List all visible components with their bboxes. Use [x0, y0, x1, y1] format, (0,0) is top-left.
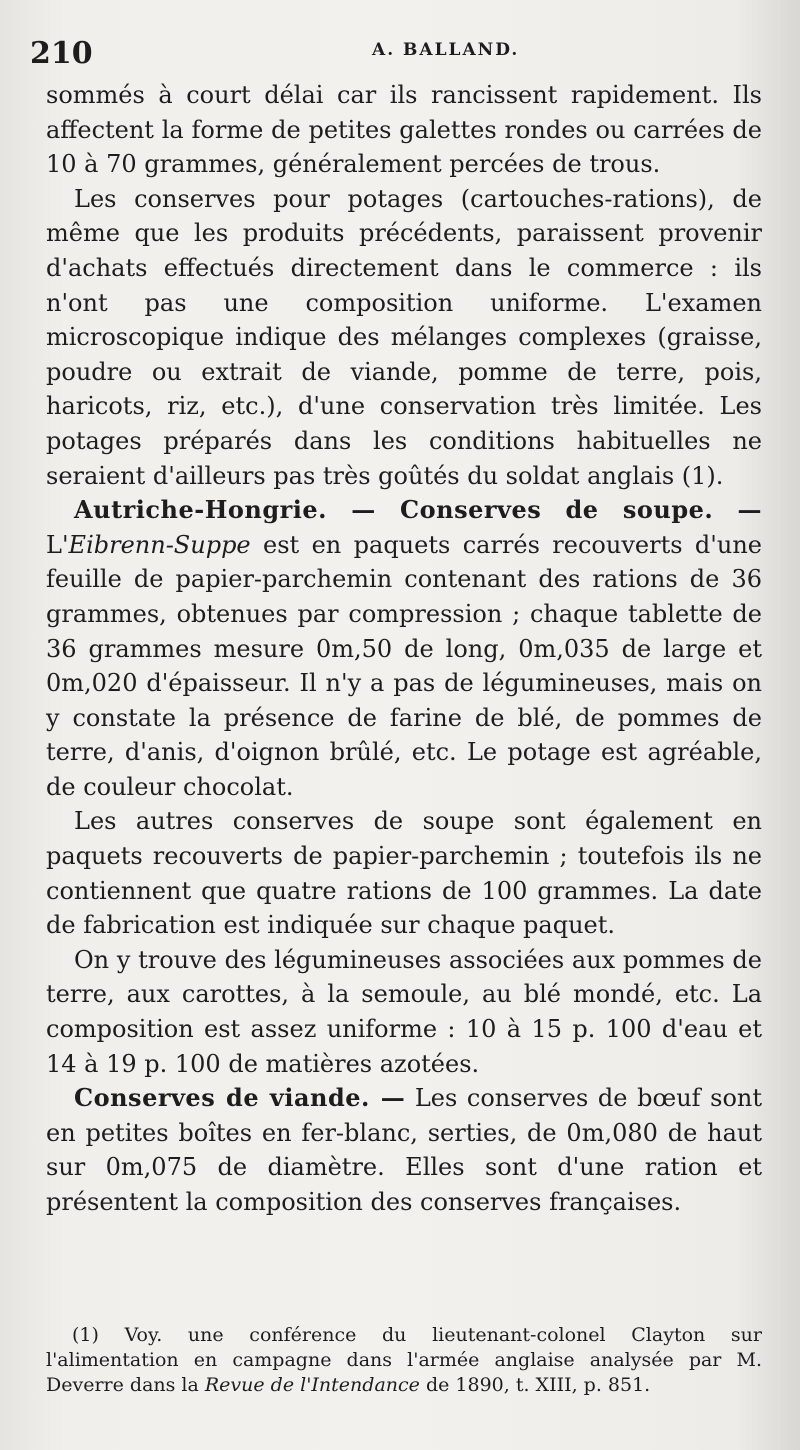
section-autriche-hongrie: [46, 493, 762, 804]
section-lead-text: L': [46, 530, 69, 559]
main-text: [46, 78, 762, 1220]
paragraph-autres-conserves: Les autres conserves de soupe sont également en paquets recouverts de papier-parchemin ; toutefois ils ne contiennent que quatre rations de 100 grammes. La date de fabrication est indiquée sur chaque paquet.: [46, 807, 762, 940]
page-number: 210: [30, 36, 93, 71]
product-name-eibrenn-suppe: Eibrenn-Suppe: [68, 530, 251, 559]
paragraph-continuation: sommés à court délai car ils rancissent rapidement. Ils affectent la forme de petites galettes rondes ou carrées de 10 à 70 grammes, généralement percées de trous.: [46, 81, 762, 179]
paragraph-potages: Les conserves pour potages (cartouches-rations), de même que les produits précédents, paraissent provenir d'achats effectués directement dans le commerce : ils n'ont pas une composition uniforme. L'examen microscopique indique des mélanges complexes (graisse, poudre ou extrait de viande, pomme de terre, pois, haricots, riz, etc.), d'une conservation très limitée. Les potages préparés dans les conditions habituelles ne seraient d'ailleurs pas très goûtés du soldat anglais (1).: [46, 184, 762, 490]
footnotes: [46, 1323, 762, 1398]
section-body-text: est en paquets carrés recouverts d'une feuille de papier-parchemin contenant des rations de 36 grammes, obtenues par compression ; chaque tablette de 36 grammes mesure 0m,50 de long, 0m,035 de large et 0m,020 d'épaisseur. Il n'y a pas de légumineuses, mais on y constate la présence de farine de blé, de pommes de terre, d'anis, d'oignon brûlé, etc. Le potage est agréable, de couleur chocolat.: [46, 530, 762, 801]
running-head: A. BALLAND.: [372, 40, 520, 60]
section-body-text: Les conserves de bœuf sont en petites boîtes en fer-blanc, serties, de 0m,080 de haut sur 0m,075 de diamètre. Elles sont d'une ration et présentent la composition des conserves françaises.: [46, 1084, 763, 1216]
paragraph-legumineuses: On y trouve des légumineuses associées aux pommes de terre, aux carottes, à la semoule, au blé mondé, etc. La composition est assez uniforme : 10 à 15 p. 100 d'eau et 14 à 19 p. 100 de matières azotées.: [46, 945, 762, 1078]
footnote-citation: de 1890, t. XIII, p. 851.: [419, 1374, 651, 1396]
footnote-1: [46, 1323, 762, 1398]
page-header: [30, 36, 770, 72]
footnote-text: (1) Voy. une conférence du lieutenant-colonel Clayton sur l'alimentation en campagne dans l'armée anglaise analysée par M. Deverre dans la: [46, 1324, 762, 1396]
section-heading-conserves-viande: Conserves de viande. —: [74, 1083, 406, 1113]
section-conserves-viande: [46, 1081, 762, 1219]
footnote-journal-title: Revue de l'Intendance: [204, 1374, 420, 1396]
section-heading-autriche-hongrie: Autriche-Hongrie. — Conserves de soupe. —: [74, 495, 762, 525]
